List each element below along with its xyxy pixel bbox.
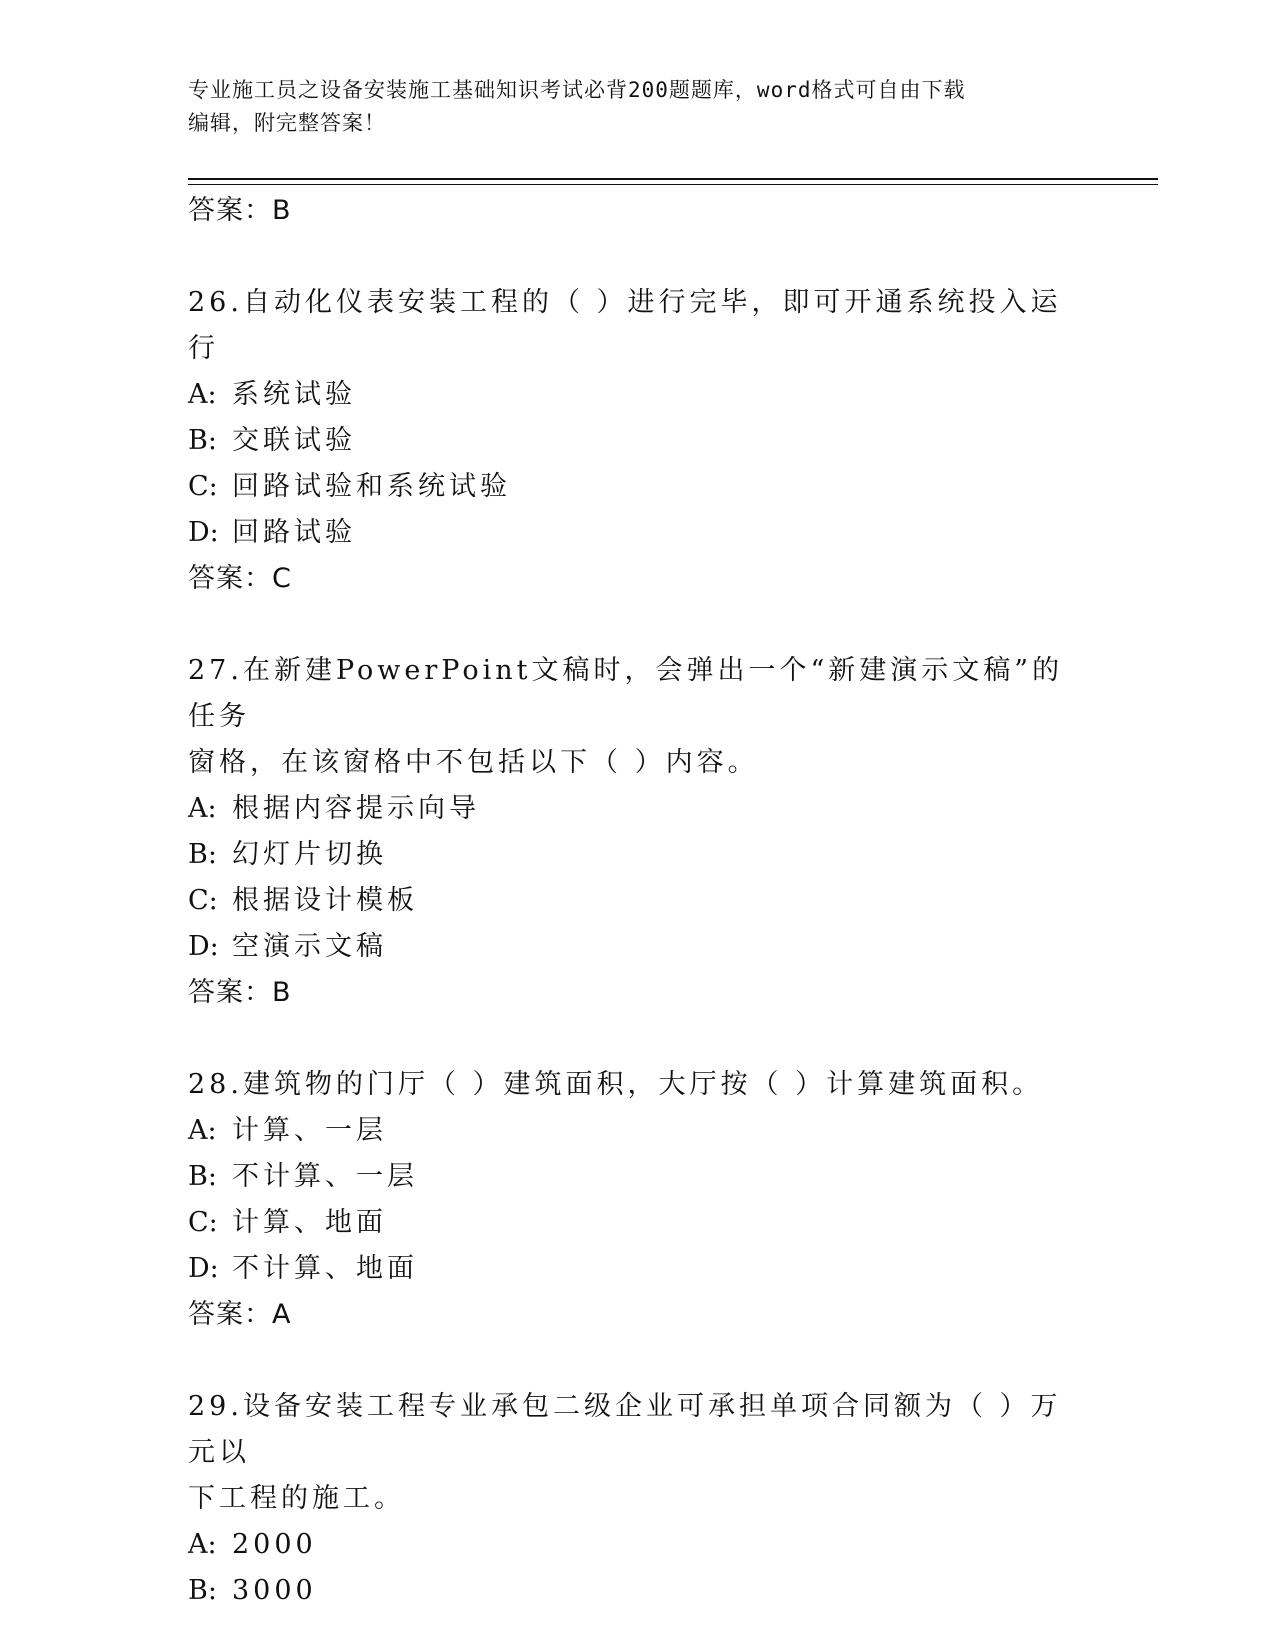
answer-line: 答案：B	[188, 195, 292, 226]
question-27	[188, 648, 1088, 1016]
option-d	[188, 924, 1088, 970]
question-26	[188, 280, 1088, 602]
question-29	[188, 1384, 1088, 1614]
option-letter: A:	[188, 1115, 217, 1146]
option-a	[188, 1108, 1088, 1154]
option-text: 根据内容提示向导	[232, 793, 480, 824]
option-text: 计算、地面	[232, 1207, 387, 1238]
option-text: 不计算、一层	[232, 1161, 418, 1192]
option-d	[188, 510, 1088, 556]
option-c	[188, 464, 1088, 510]
question-28	[188, 1062, 1088, 1338]
option-text: 根据设计模板	[232, 885, 418, 916]
question-text-line-2: 下工程的施工。	[188, 1483, 405, 1514]
option-letter: D:	[188, 1253, 219, 1284]
option-letter: C:	[188, 471, 218, 502]
option-text: 3000	[232, 1575, 317, 1606]
option-letter: A:	[188, 379, 217, 410]
option-letter: C:	[188, 885, 218, 916]
option-text: 交联试验	[232, 425, 356, 456]
option-b	[188, 1154, 1088, 1200]
answer-line: 答案：C	[188, 563, 292, 594]
option-letter: B:	[188, 1575, 217, 1606]
option-text: 2000	[232, 1529, 317, 1560]
option-text: 回路试验和系统试验	[232, 471, 511, 502]
option-text: 计算、一层	[232, 1115, 387, 1146]
question-text: 26.自动化仪表安装工程的（ ）进行完毕，即可开通系统投入运行	[188, 287, 1062, 364]
header-divider-thick	[188, 178, 1158, 180]
answer-line: 答案：A	[188, 1299, 292, 1330]
question-text: 28.建筑物的门厅（ ）建筑面积，大厅按（ ）计算建筑面积。	[188, 1069, 1044, 1100]
question-list	[188, 188, 1088, 1614]
option-text: 空演示文稿	[232, 931, 387, 962]
option-text: 幻灯片切换	[232, 839, 387, 870]
option-b	[188, 1568, 1088, 1614]
option-letter: B:	[188, 1161, 217, 1192]
option-letter: D:	[188, 517, 219, 548]
option-c	[188, 1200, 1088, 1246]
option-a	[188, 786, 1088, 832]
option-b	[188, 418, 1088, 464]
header-line-1: 专业施工员之设备安装施工基础知识考试必背200题题库，word格式可自由下载	[188, 78, 966, 102]
question-text-line-1: 27.在新建PowerPoint文稿时，会弹出一个“新建演示文稿”的任务	[188, 655, 1064, 732]
option-text: 系统试验	[232, 379, 356, 410]
option-d	[188, 1246, 1088, 1292]
option-b	[188, 832, 1088, 878]
option-letter: A:	[188, 1529, 217, 1560]
header-divider-thin	[188, 184, 1158, 185]
option-letter: B:	[188, 839, 217, 870]
option-letter: D:	[188, 931, 219, 962]
option-a	[188, 372, 1088, 418]
option-letter: B:	[188, 425, 217, 456]
document-header	[188, 74, 1088, 140]
option-letter: A:	[188, 793, 217, 824]
option-a	[188, 1522, 1088, 1568]
option-text: 不计算、地面	[232, 1253, 418, 1284]
question-text-line-2: 窗格，在该窗格中不包括以下（ ）内容。	[188, 747, 759, 778]
answer-line: 答案：B	[188, 977, 292, 1008]
option-text: 回路试验	[232, 517, 356, 548]
option-letter: C:	[188, 1207, 218, 1238]
header-line-2: 编辑，附完整答案！	[188, 111, 386, 135]
question-text-line-1: 29.设备安装工程专业承包二级企业可承担单项合同额为（ ）万元以	[188, 1391, 1062, 1468]
option-c	[188, 878, 1088, 924]
